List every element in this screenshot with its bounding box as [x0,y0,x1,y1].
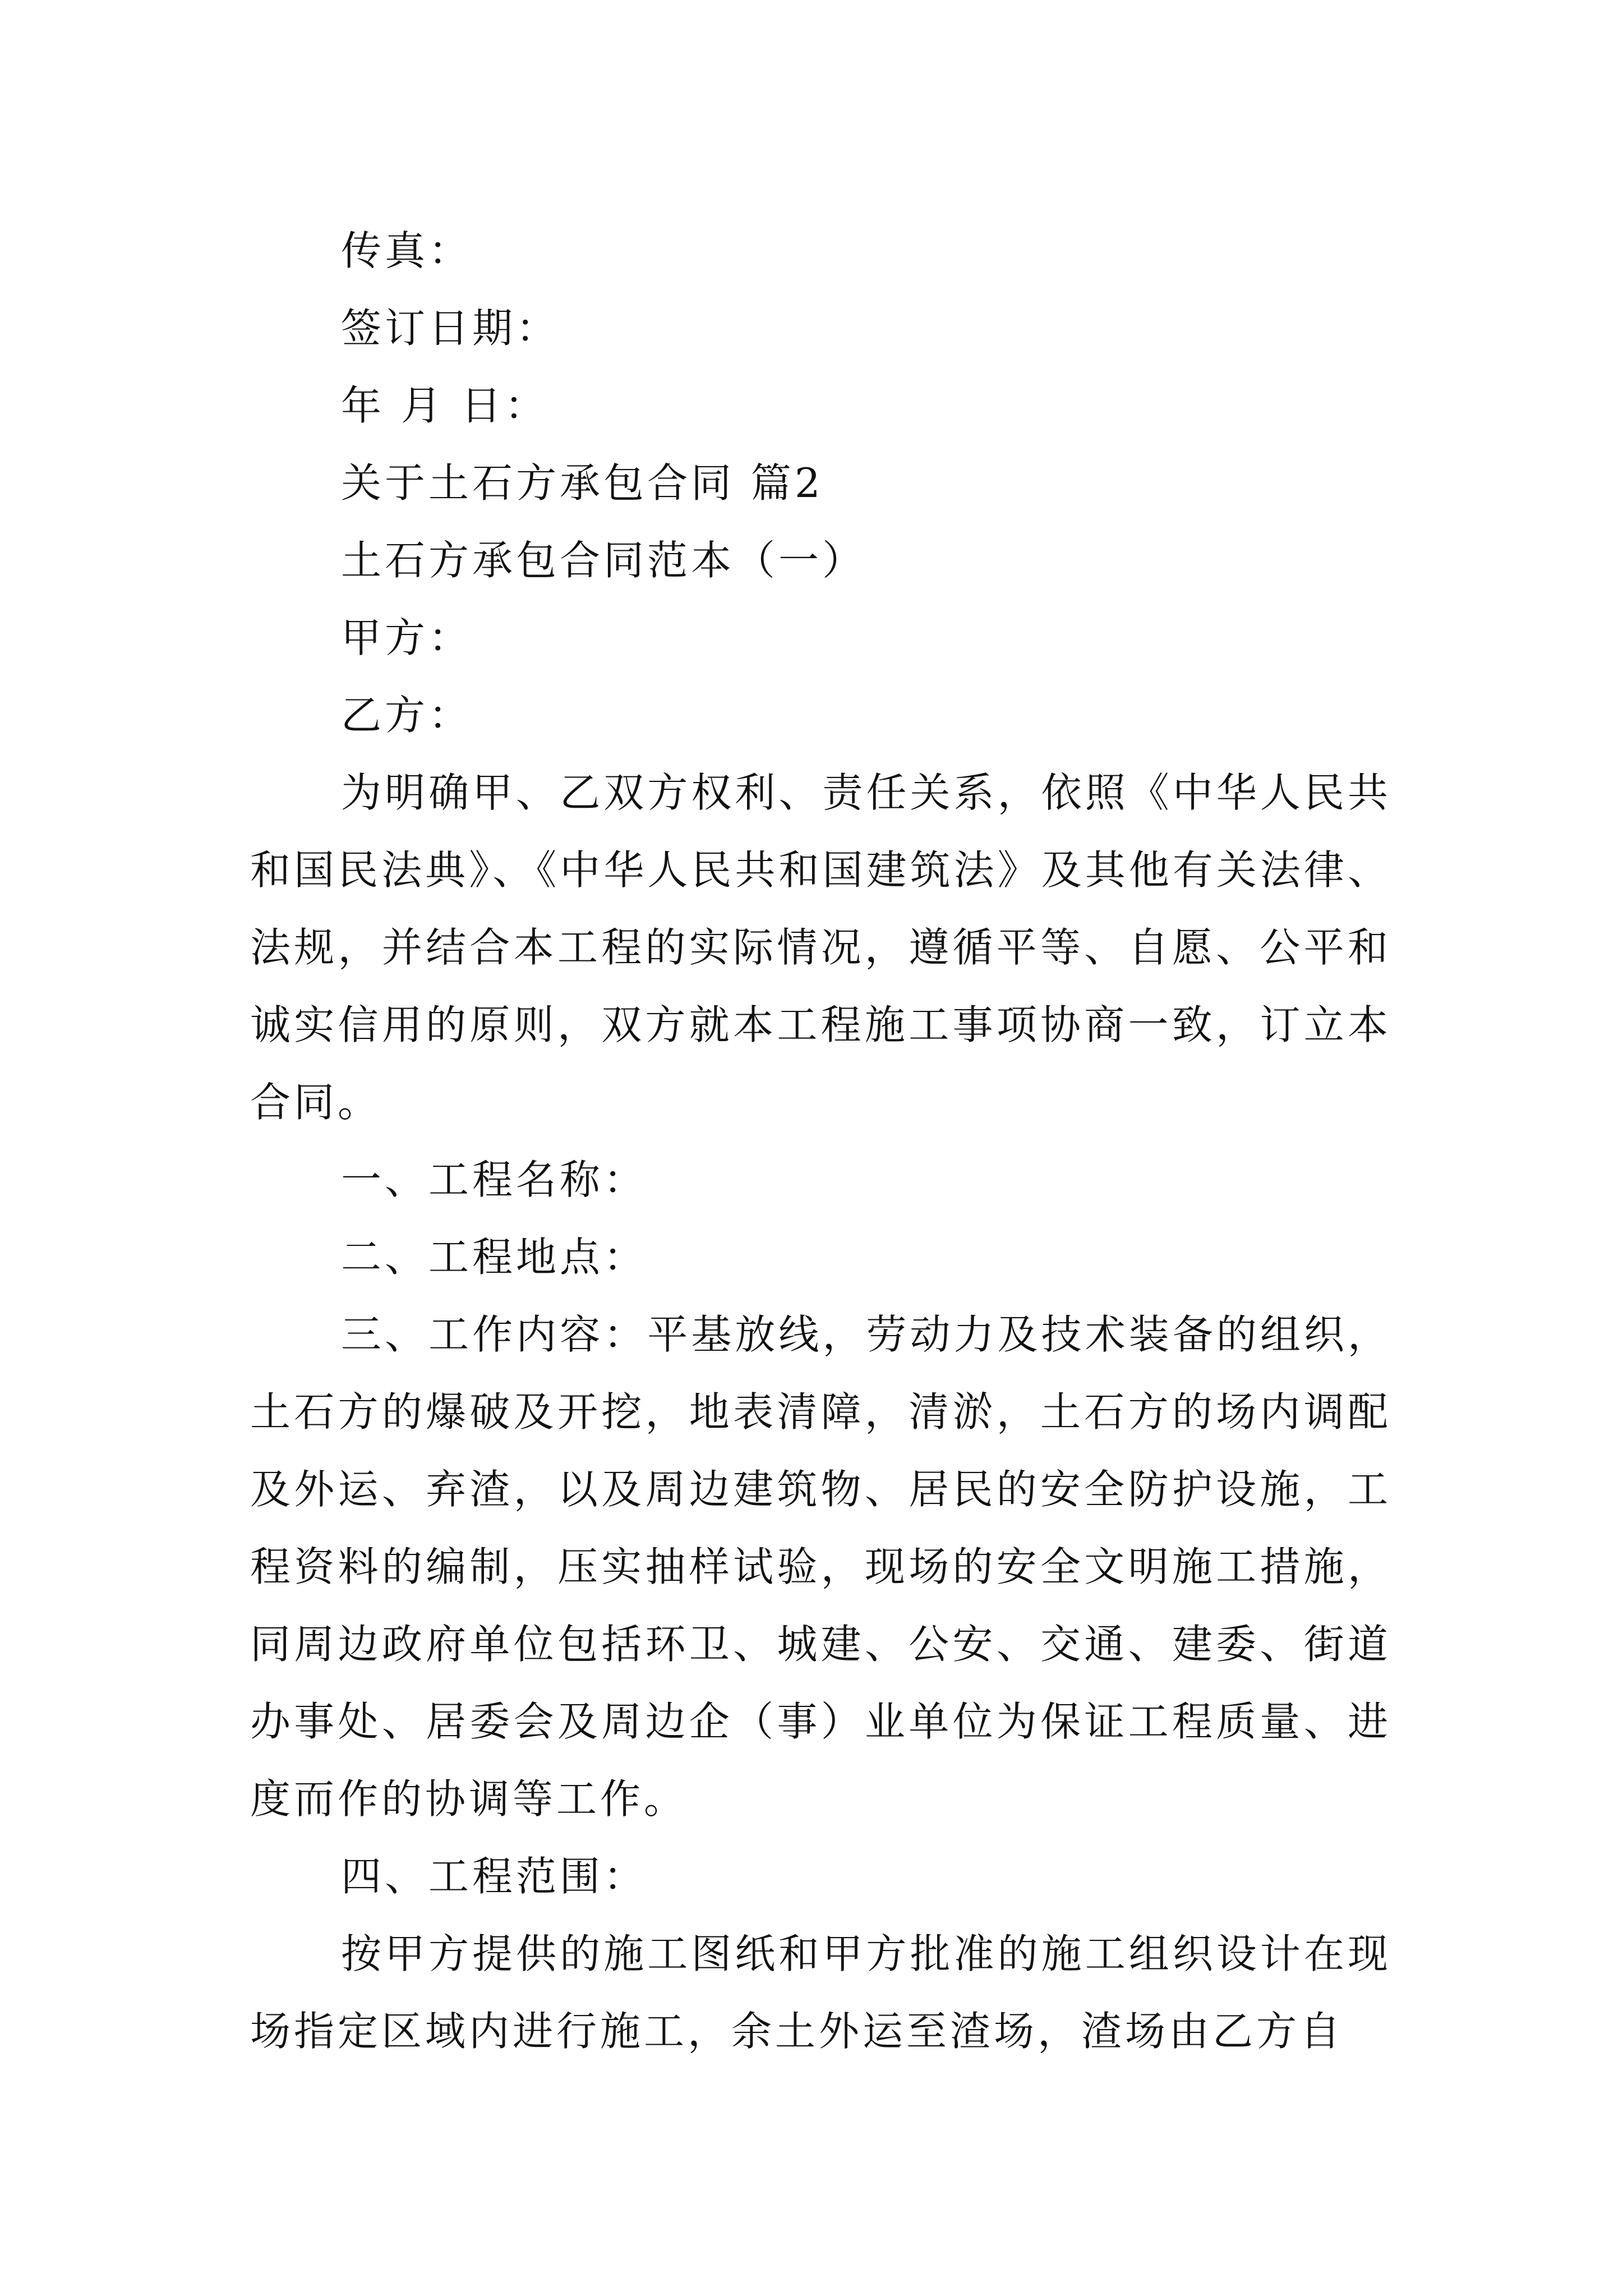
date-line: 年 月 日： [341,382,548,429]
preamble-paragraph: 为明确甲、乙双方权利、责任关系，依照《中华人民共和国民法典》、《中华人民共和国建筑法》及其他有关法律、法规，并结合本工程的实际情况，遵循平等、自愿、公平和诚实信用的原则，双方就本工程施工事项协商一致，订立本合同。 [250,769,1391,1126]
fax-line: 传真： [341,227,473,274]
party-b-line: 乙方： [341,692,473,739]
section-title: 关于土石方承包合同 篇2 [341,459,824,507]
work-content-clause: 三、工作内容：平基放线，劳动力及技术装备的组织，土石方的爆破及开挖，地表清障，清淤，土石方的场内调配及外运、弃渣，以及周边建筑物、居民的安全防护设施，工程资料的编制，压实抽样试验，现场的安全文明施工措施，同周边政府单位包括环卫、城建、公安、交通、建委、街道办事处、居委会及周边企（事）业单位为保证工程质量、进度而作的协调等工作。 [250,1311,1391,1823]
document-body [250,212,1391,2070]
project-location-clause: 二、工程地点： [341,1234,648,1281]
scope-detail-paragraph: 按甲方提供的施工图纸和甲方批准的施工组织设计在现场指定区域内进行施工，余土外运至渣场，渣场由乙方自 [250,1930,1391,2055]
party-a-line: 甲方： [341,614,473,661]
signing-date-line: 签订日期： [341,305,560,352]
contract-title: 土石方承包合同范本（一） [341,537,866,584]
project-name-clause: 一、工程名称： [341,1156,648,1203]
project-scope-clause: 四、工程范围： [341,1853,648,1900]
